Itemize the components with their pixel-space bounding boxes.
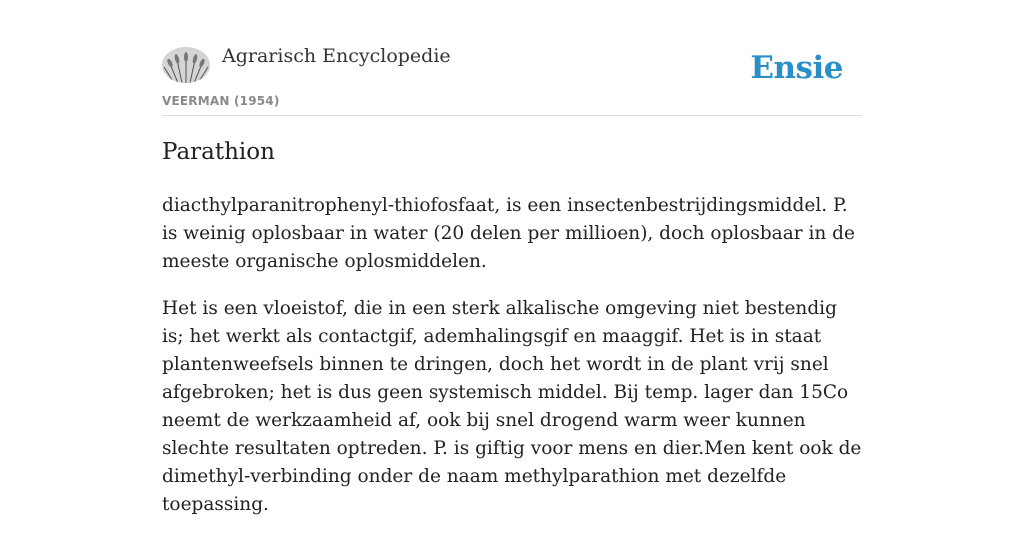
header xyxy=(162,0,862,116)
brand-logo[interactable]: Ensie xyxy=(750,50,843,86)
wheat-thumbnail-icon[interactable] xyxy=(162,47,210,83)
entry-title: Parathion xyxy=(162,139,275,165)
page xyxy=(162,0,862,515)
entry-paragraph: Het is een vloeistof, die in een sterk alkalische omgeving niet bestendig is; het werkt als contactgif, ademhalingsgif en maaggif. Het is in staat plantenweefsels binnen te dringen, doch het wordt in de plant vrij snel afgebroken; het is dus geen systemisch middel. Bij temp. lager dan 15Co neemt de werkzaamheid af, ook bij snel drogend warm weer kunnen slechte resultaten optreden. P. is giftig voor mens en dier.Men kent ook de dimethyl-verbinding onder de naam methylparathion met dezelfde toepassing. xyxy=(162,298,862,515)
entry-body xyxy=(162,192,862,538)
entry-paragraph: diacthylparanitrophenyl-thiofosfaat, is een insectenbestrijdingsmiddel. P. is weinig oplosbaar in water (20 delen per millioen), doch oplosbaar in de meeste organische oplosmiddelen. xyxy=(162,195,855,272)
source-line: VEERMAN (1954) xyxy=(162,94,280,108)
encyclopedia-title[interactable]: Agrarisch Encyclopedie xyxy=(222,45,451,67)
